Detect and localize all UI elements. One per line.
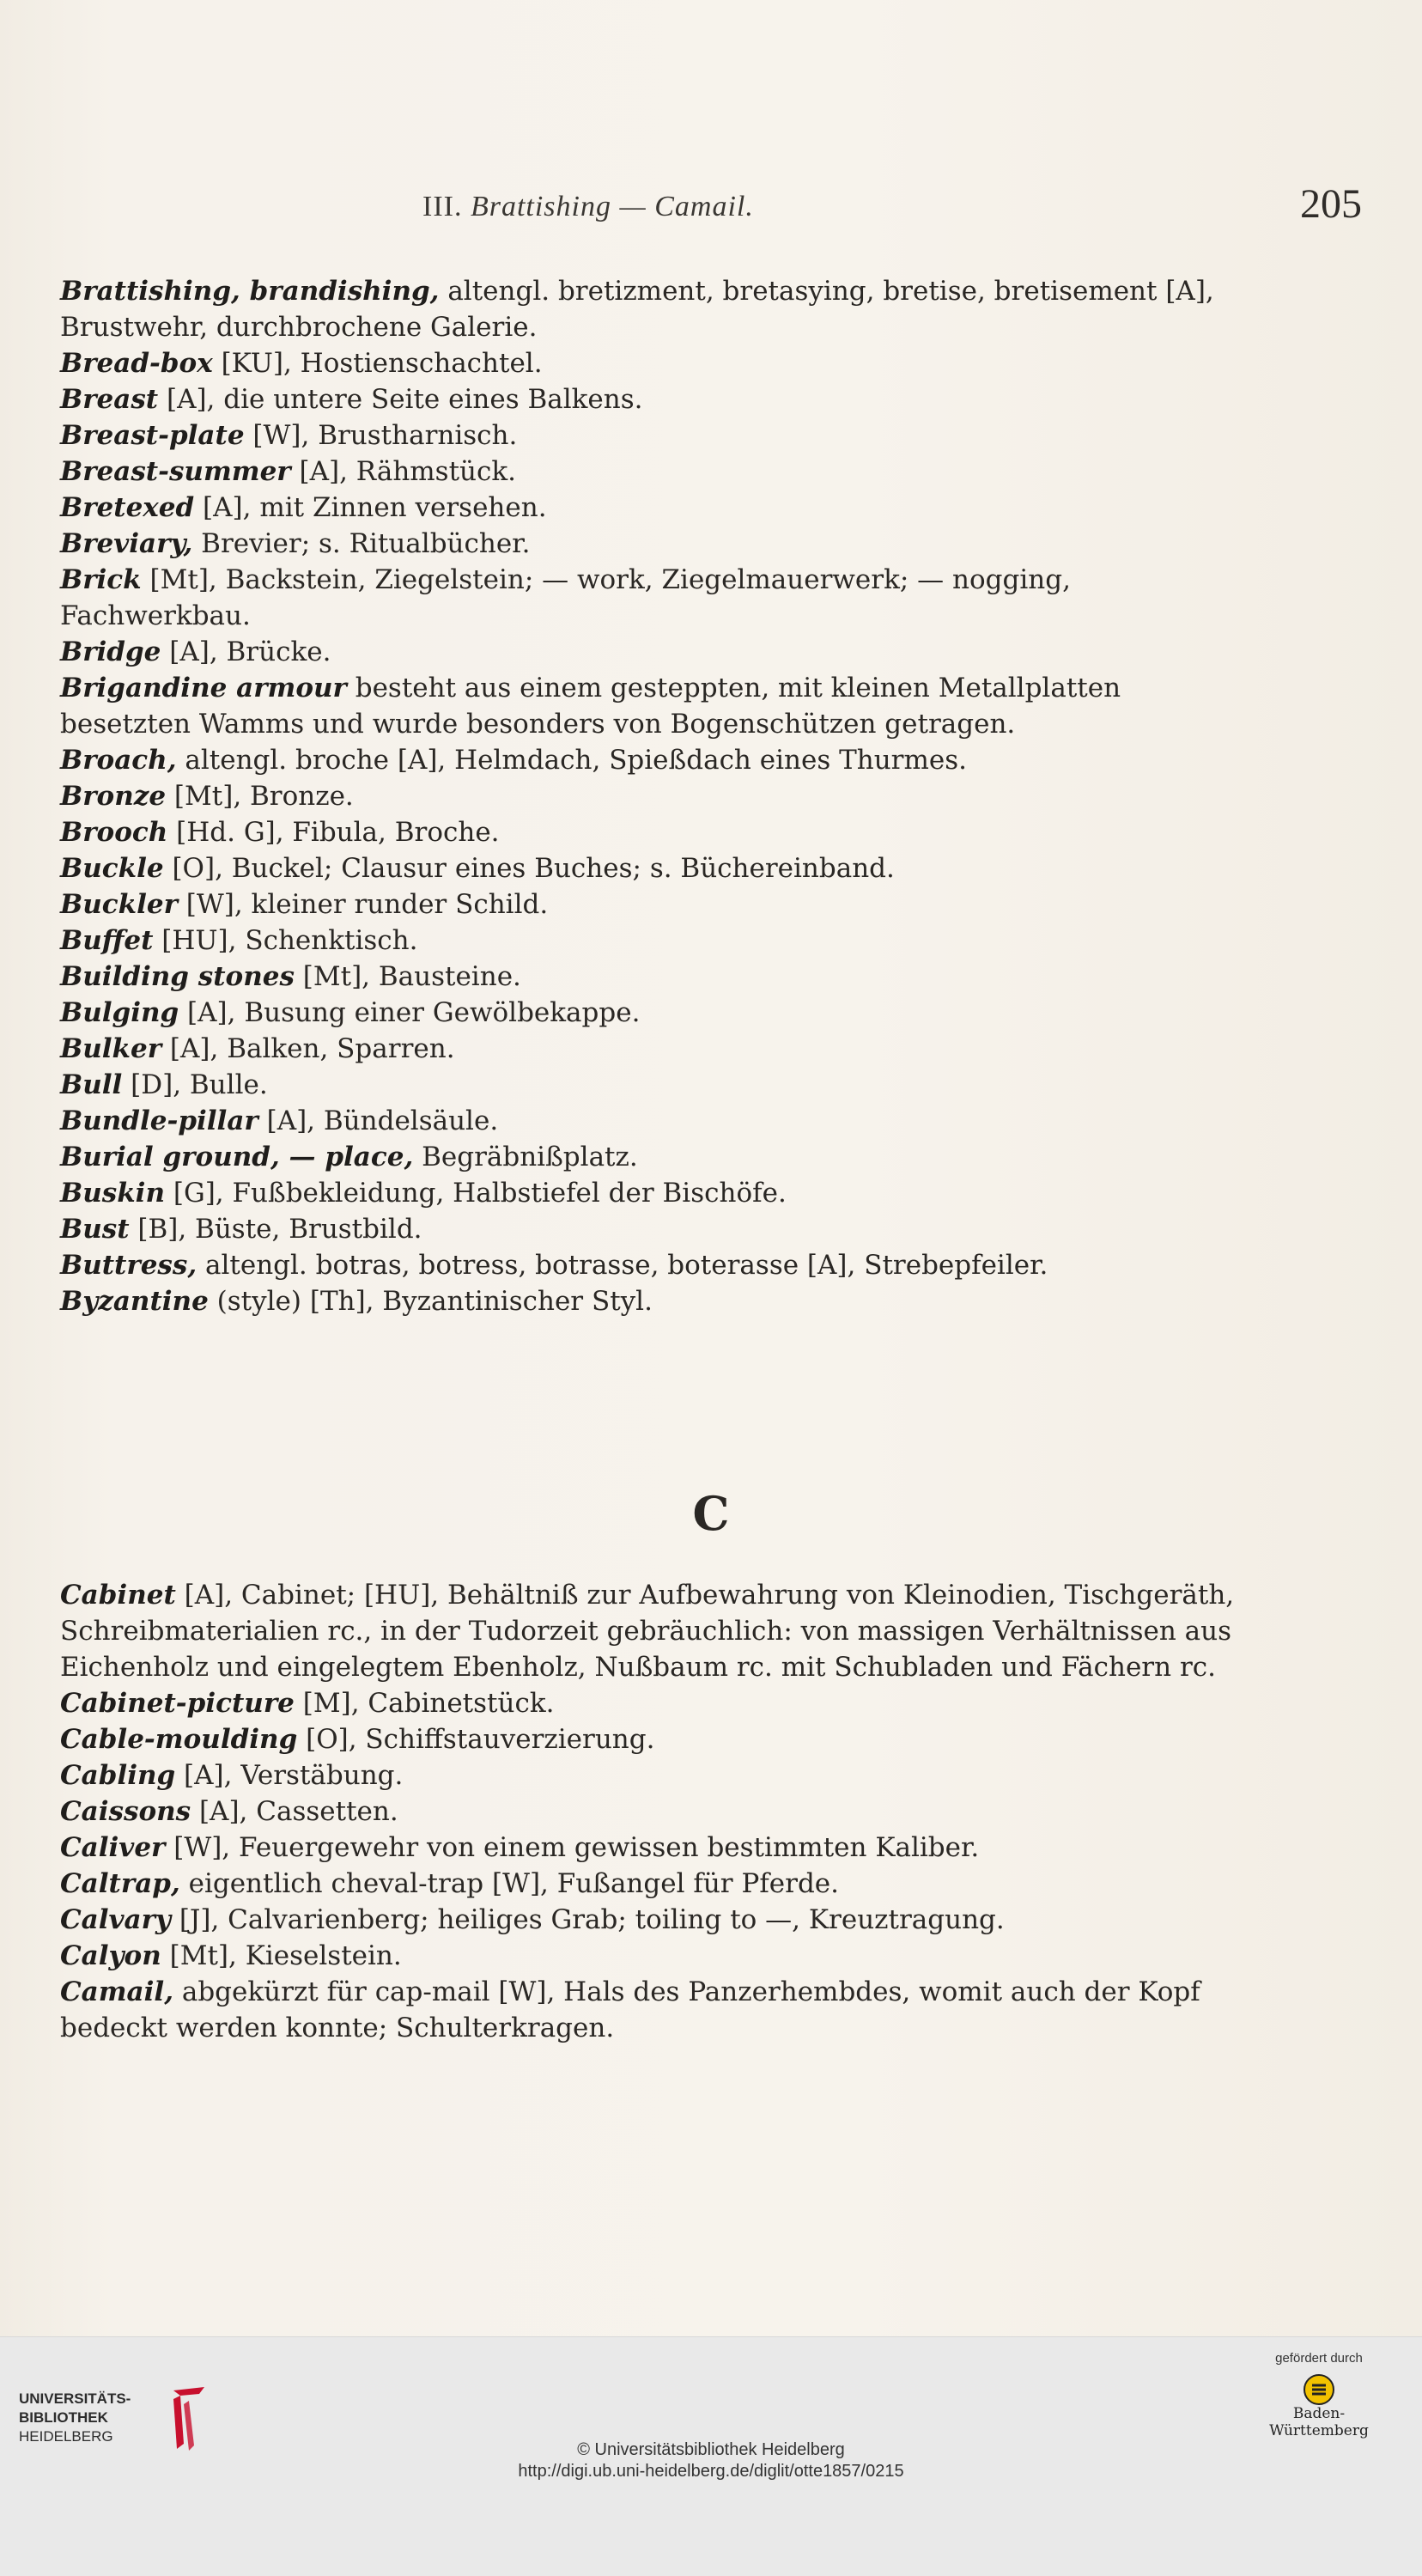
entry-text: [A], Verstäbung. xyxy=(175,1760,404,1791)
entry-text: [G], Fußbekleidung, Halbstiefel der Bischöfe. xyxy=(165,1178,787,1209)
dictionary-entry xyxy=(60,1793,1245,1830)
entries-section-c xyxy=(60,1577,1245,2046)
entry-headword: Camail, xyxy=(60,1976,173,2007)
entry-text: [W], kleiner runder Schild. xyxy=(177,889,549,920)
entry-text: [W], Feuergewehr von einem gewissen bestimmten Kaliber. xyxy=(165,1832,980,1863)
running-head-title: Brattishing — Camail. xyxy=(470,191,754,222)
entry-headword: Broach, xyxy=(60,745,177,776)
entry-text: [J], Calvarienberg; heiliges Grab; toiling to —, Kreuztragung. xyxy=(170,1904,1005,1935)
entry-headword: Burial ground, — place, xyxy=(60,1142,414,1172)
entry-text: [B], Büste, Brustbild. xyxy=(129,1214,422,1245)
entry-headword: Bull xyxy=(60,1069,123,1100)
dictionary-entry xyxy=(60,1721,1245,1757)
entry-headword: Buttress, xyxy=(60,1250,198,1281)
entry-headword: Buffet xyxy=(60,925,154,956)
dictionary-entry xyxy=(60,345,1245,381)
section-letter: C xyxy=(692,1486,730,1541)
entry-headword: Breast-plate xyxy=(60,420,245,451)
entry-headword: Bretexed xyxy=(60,492,195,523)
entry-headword: Brick xyxy=(60,564,142,595)
entry-headword: Byzantine xyxy=(60,1286,209,1317)
entry-text: [W], Brustharnisch. xyxy=(244,420,518,451)
dictionary-entry xyxy=(60,1938,1245,1974)
entry-text: [A], Cabinet; [HU], Behältniß zur Aufbewahrung von Kleinodien, Tischgeräth, Schreibmaterialien rc., in der Tudorzeit gebräuchlich: von massigen Verhältnissen aus Eichenholz und eingelegtem Ebenholz, Nußbaum rc. mit Schubladen und Fächern rc. xyxy=(60,1580,1235,1683)
funding-badge xyxy=(1255,2351,1383,2439)
logo-line-1: UNIVERSITÄTS- xyxy=(19,2390,131,2407)
dictionary-entry xyxy=(60,959,1245,995)
entry-text: altengl. bretizment, bretasying, bretise, bretisement [A], Brustwehr, durchbrochene Galerie. xyxy=(60,276,1214,343)
entries-section-b xyxy=(60,273,1245,1319)
entry-headword: Brigandine armour xyxy=(60,673,347,703)
entry-headword: Buckler xyxy=(60,889,178,920)
dictionary-entry xyxy=(60,1283,1245,1319)
dictionary-entry xyxy=(60,923,1245,959)
logo-line-3: HEIDELBERG xyxy=(19,2428,113,2445)
entry-text: [O], Buckel; Clausur eines Buches; s. Büchereinband. xyxy=(163,853,895,884)
dictionary-entry xyxy=(60,814,1245,850)
entry-text: [A], Rähmstück. xyxy=(290,456,517,487)
entry-text: [A], Bündelsäule. xyxy=(258,1105,499,1136)
entry-headword: Bundle-pillar xyxy=(60,1105,258,1136)
entry-text: Brevier; s. Ritualbücher. xyxy=(192,528,531,559)
source-url-link[interactable]: http://digi.ub.uni-heidelberg.de/diglit/otte1857/0215 xyxy=(518,2462,904,2481)
dictionary-entry xyxy=(60,1175,1245,1211)
entry-headword: Caliver xyxy=(60,1832,166,1863)
logo-line-2: BIBLIOTHEK xyxy=(19,2409,108,2426)
entry-headword: Bridge xyxy=(60,636,161,667)
dictionary-entry xyxy=(60,850,1245,886)
entry-text: [Mt], Bausteine. xyxy=(294,961,521,992)
entry-text: besteht aus einem gesteppten, mit kleinen Metallplatten besetzten Wamms und wurde besonders von Bogenschützen getragen. xyxy=(60,673,1121,740)
entry-text: [KU], Hostienschachtel. xyxy=(212,348,543,379)
dictionary-entry xyxy=(60,526,1245,562)
entry-text: [A], Busung einer Gewölbekappe. xyxy=(179,997,641,1028)
entry-headword: Bulging xyxy=(60,997,179,1028)
entry-text: Begräbnißplatz. xyxy=(413,1142,638,1172)
entry-text: [A], Brücke. xyxy=(161,636,331,667)
dictionary-entry xyxy=(60,1757,1245,1793)
dictionary-entry xyxy=(60,454,1245,490)
entry-headword: Cable-moulding xyxy=(60,1724,298,1755)
entry-headword: Buskin xyxy=(60,1178,165,1209)
dictionary-entry xyxy=(60,670,1245,742)
dictionary-entry xyxy=(60,742,1245,778)
entry-headword: Breast xyxy=(60,384,159,415)
dictionary-entry xyxy=(60,1139,1245,1175)
entry-headword: Cabinet-picture xyxy=(60,1688,295,1719)
entry-headword: Calyon xyxy=(60,1940,161,1971)
entry-text: [A], mit Zinnen versehen. xyxy=(194,492,547,523)
entry-headword: Bulker xyxy=(60,1033,162,1064)
dictionary-entry xyxy=(60,381,1245,417)
entry-text: eigentlich cheval-trap [W], Fußangel für Pferde. xyxy=(179,1868,839,1899)
entry-headword: Building stones xyxy=(60,961,295,992)
dictionary-entry xyxy=(60,778,1245,814)
dictionary-entry xyxy=(60,1902,1245,1938)
library-footer xyxy=(0,2336,1422,2576)
entry-headword: Cabling xyxy=(60,1760,176,1791)
dictionary-entry xyxy=(60,1247,1245,1283)
entry-text: abgekürzt für cap-mail [W], Hals des Panzerhembdes, womit auch der Kopf bedeckt werden konnte; Schulterkragen. xyxy=(60,1976,1200,2043)
dictionary-entry xyxy=(60,490,1245,526)
dictionary-entry xyxy=(60,1031,1245,1067)
entry-headword: Buckle xyxy=(60,853,164,884)
entry-headword: Calvary xyxy=(60,1904,171,1935)
dictionary-entry xyxy=(60,886,1245,923)
entry-text: [Mt], Kieselstein. xyxy=(161,1940,402,1971)
running-head xyxy=(422,191,754,223)
state-seal-icon xyxy=(1303,2373,1335,2406)
dictionary-entry xyxy=(60,1974,1245,2046)
entry-text: altengl. botras, botress, botrasse, boterasse [A], Strebepfeiler. xyxy=(197,1250,1048,1281)
dictionary-entry xyxy=(60,1830,1245,1866)
running-head-prefix: III. xyxy=(422,191,463,222)
entry-text: [Mt], Bronze. xyxy=(166,781,354,812)
entry-headword: Brattishing, brandishing, xyxy=(60,276,440,307)
dictionary-entry xyxy=(60,1577,1245,1685)
entry-text: [A], Balken, Sparren. xyxy=(161,1033,455,1064)
dictionary-entry xyxy=(60,634,1245,670)
dictionary-entry xyxy=(60,273,1245,345)
entry-text: altengl. broche [A], Helmdach, Spießdach eines Thurmes. xyxy=(176,745,968,776)
entry-text: [HU], Schenktisch. xyxy=(153,925,418,956)
entry-text: [M], Cabinetstück. xyxy=(294,1688,555,1719)
entry-text: [D], Bulle. xyxy=(122,1069,268,1100)
dictionary-entry xyxy=(60,417,1245,454)
entry-headword: Breast-summer xyxy=(60,456,291,487)
entry-headword: Bread-box xyxy=(60,348,213,379)
entry-text: [A], die untere Seite eines Balkens. xyxy=(158,384,643,415)
entry-text: [Mt], Backstein, Ziegelstein; — work, Ziegelmauerwerk; — nogging, Fachwerkbau. xyxy=(60,564,1071,631)
entry-text: [O], Schiffstauverzierung. xyxy=(297,1724,655,1755)
dictionary-entry xyxy=(60,995,1245,1031)
entry-headword: Bust xyxy=(60,1214,130,1245)
entry-headword: Caltrap, xyxy=(60,1868,180,1899)
entry-headword: Cabinet xyxy=(60,1580,176,1611)
entry-text: [A], Cassetten. xyxy=(191,1796,398,1827)
entry-headword: Brooch xyxy=(60,817,168,848)
page-header xyxy=(60,180,1362,241)
dictionary-entry xyxy=(60,1067,1245,1103)
funded-by-label: gefördert durch xyxy=(1275,2351,1363,2366)
entry-headword: Bronze xyxy=(60,781,167,812)
page-number: 205 xyxy=(1300,181,1362,227)
dictionary-entry xyxy=(60,1866,1245,1902)
entry-headword: Breviary, xyxy=(60,528,193,559)
copyright-text: © Universitätsbibliothek Heidelberg xyxy=(577,2440,845,2459)
entry-text: [Hd. G], Fibula, Broche. xyxy=(167,817,500,848)
entry-text: (style) [Th], Byzantinischer Styl. xyxy=(208,1286,653,1317)
entry-headword: Caissons xyxy=(60,1796,191,1827)
dictionary-entry xyxy=(60,1685,1245,1721)
dictionary-entry xyxy=(60,1211,1245,1247)
dictionary-entry xyxy=(60,1103,1245,1139)
dictionary-entry xyxy=(60,562,1245,634)
state-label: Baden-Württemberg xyxy=(1269,2405,1369,2439)
